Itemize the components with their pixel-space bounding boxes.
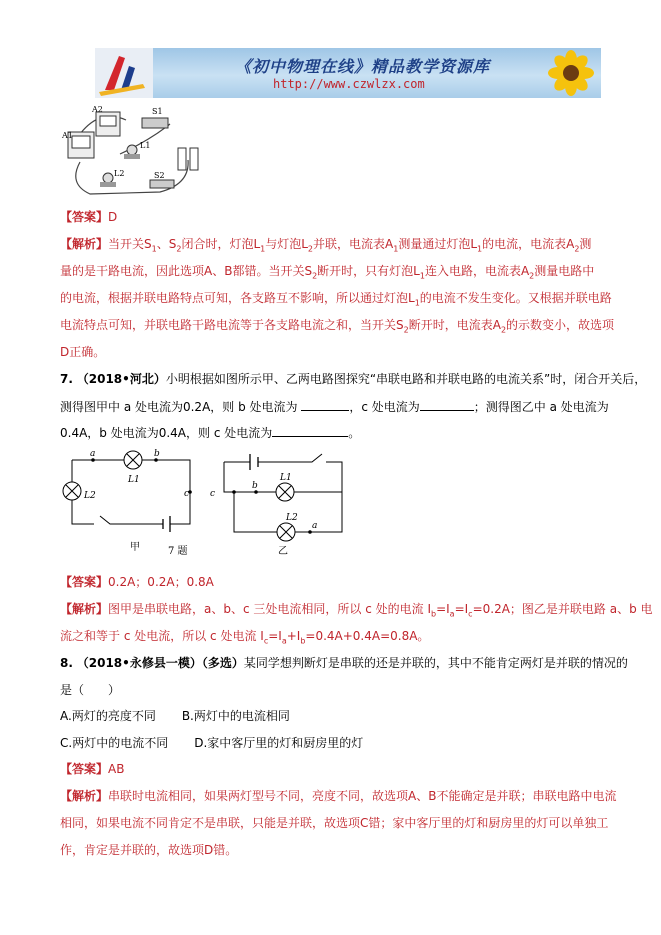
q6-analysis-line2: 量的是干路电流，因此选项A、B都错。当开关$S_2$断开时，只有灯泡$L_1$连入电路，电流表$A_2$测量电路中 — [60, 264, 595, 281]
q7-blank-c[interactable] — [420, 398, 474, 411]
circuit-photo-figure — [60, 104, 210, 200]
label-l2: L2 — [114, 169, 125, 178]
fig-label-yi: 乙 — [278, 546, 288, 557]
q8-option-b[interactable]: B.两灯中的电流相同 — [181, 709, 290, 723]
fig-label-number: 7 题 — [168, 546, 188, 557]
svg-text:a: a — [90, 449, 96, 459]
q8-options-row2 — [60, 735, 363, 751]
svg-text:b: b — [154, 449, 160, 459]
svg-text:L2: L2 — [84, 491, 96, 501]
q8-option-a[interactable]: A.两灯的亮度不同 — [60, 709, 156, 723]
q8-analysis-line2: 相同，如果电流不同肯定不是串联，只能是并联，故选项C错；家中客厅里的灯和厨房里的灯可以单独工 — [60, 816, 609, 830]
q6-analysis-line5: D正确。 — [60, 345, 106, 359]
label-s2: S2 — [154, 171, 165, 180]
logo-icon — [95, 48, 153, 98]
q8-analysis-line3: 作，肯定是并联的，故选项D错。 — [60, 843, 238, 857]
banner-url: http://www.czwlzx.com — [273, 77, 425, 91]
svg-text:L1: L1 — [128, 475, 140, 485]
q6-analysis-line4: 电流特点可知，并联电路干路电流等于各支路电流之和，当开关$S_2$断开时，电流表$A_2$的示数变小，故选项 — [60, 318, 615, 335]
q7-answer: 【答案】0.2A；0.2A；0.8A — [60, 575, 214, 589]
label-s1: S1 — [152, 107, 163, 116]
banner-title: 《初中物理在线》精品教学资源库 — [235, 57, 491, 76]
q6-analysis-line3: 的电流，根据并联电路特点可知，各支路互不影响，所以通过灯泡$L_1$的电流不发生变化。又根据并联电路 — [60, 291, 612, 308]
svg-text:b: b — [252, 481, 258, 491]
q8-stem-line1: 8. （2018•永修县一模）（多选）某同学想判断灯是串联的还是并联的，其中不能肯定两灯是并联的情况的 — [60, 656, 628, 670]
svg-text:L2: L2 — [286, 513, 298, 523]
q7-stem-line3: 0.4A，b 处电流为0.4A，则 c 处电流为 。 — [60, 426, 361, 440]
header-banner — [95, 48, 601, 98]
svg-text:a: a — [312, 521, 318, 531]
label-a2: A2 — [92, 105, 103, 114]
q7-stem-line2: 测得图甲中 a 处电流为0.2A，则 b 处电流为 ，c 处电流为 ；测得图乙中 a 处电流为 — [60, 400, 609, 414]
q8-options-row1 — [60, 708, 290, 724]
q7-analysis-line2: 流之和等于 c 处电流，所以 c 处电流 $I_c=I_a+I_b=0.4A+0.4A=0.8A$。 — [60, 629, 430, 646]
q7-blank-b[interactable] — [301, 398, 349, 411]
q8-answer: 【答案】AB — [60, 762, 125, 776]
q8-option-c[interactable]: C.两灯中的电流不同 — [60, 736, 169, 750]
q8-stem-line2: 是（ ） — [60, 683, 121, 697]
q7-stem-line1: 7. （2018•河北）小明根据如图所示甲、乙两电路图探究“串联电路和并联电路的电流关系”时，闭合开关后， — [60, 372, 647, 386]
q7-circuit-figure — [60, 448, 350, 566]
label-l1: L1 — [140, 141, 151, 150]
label-a1: A1 — [62, 131, 73, 140]
q8-analysis-line1: 【解析】串联时电流相同，如果两灯型号不同，亮度不同，故选项A、B不能确定是并联；串联电路中电流 — [60, 789, 617, 803]
q8-option-d[interactable]: D.家中客厅里的灯和厨房里的灯 — [194, 736, 364, 750]
fig-label-jia: 甲 — [130, 542, 140, 553]
svg-text:c: c — [184, 489, 190, 499]
q6-answer: 【答案】D — [60, 210, 118, 224]
svg-text:c: c — [210, 489, 216, 499]
svg-text:L1: L1 — [280, 473, 292, 483]
q7-analysis-line1: 【解析】图甲是串联电路，a、b、c 三处电流相同，所以 c 处的电流 $I_b=I_a=I_c=0.2A$；图乙是并联电路 a、b 电 — [60, 602, 653, 619]
q6-analysis-line1: 【解析】当开关$S_1$、$S_2$闭合时，灯泡$L_1$与灯泡$L_2$并联，电流表$A_1$测量通过灯泡$L_1$的电流，电流表$A_2$测 — [60, 237, 592, 254]
sunflower-icon — [531, 48, 601, 98]
q7-blank-c2[interactable] — [272, 424, 348, 437]
